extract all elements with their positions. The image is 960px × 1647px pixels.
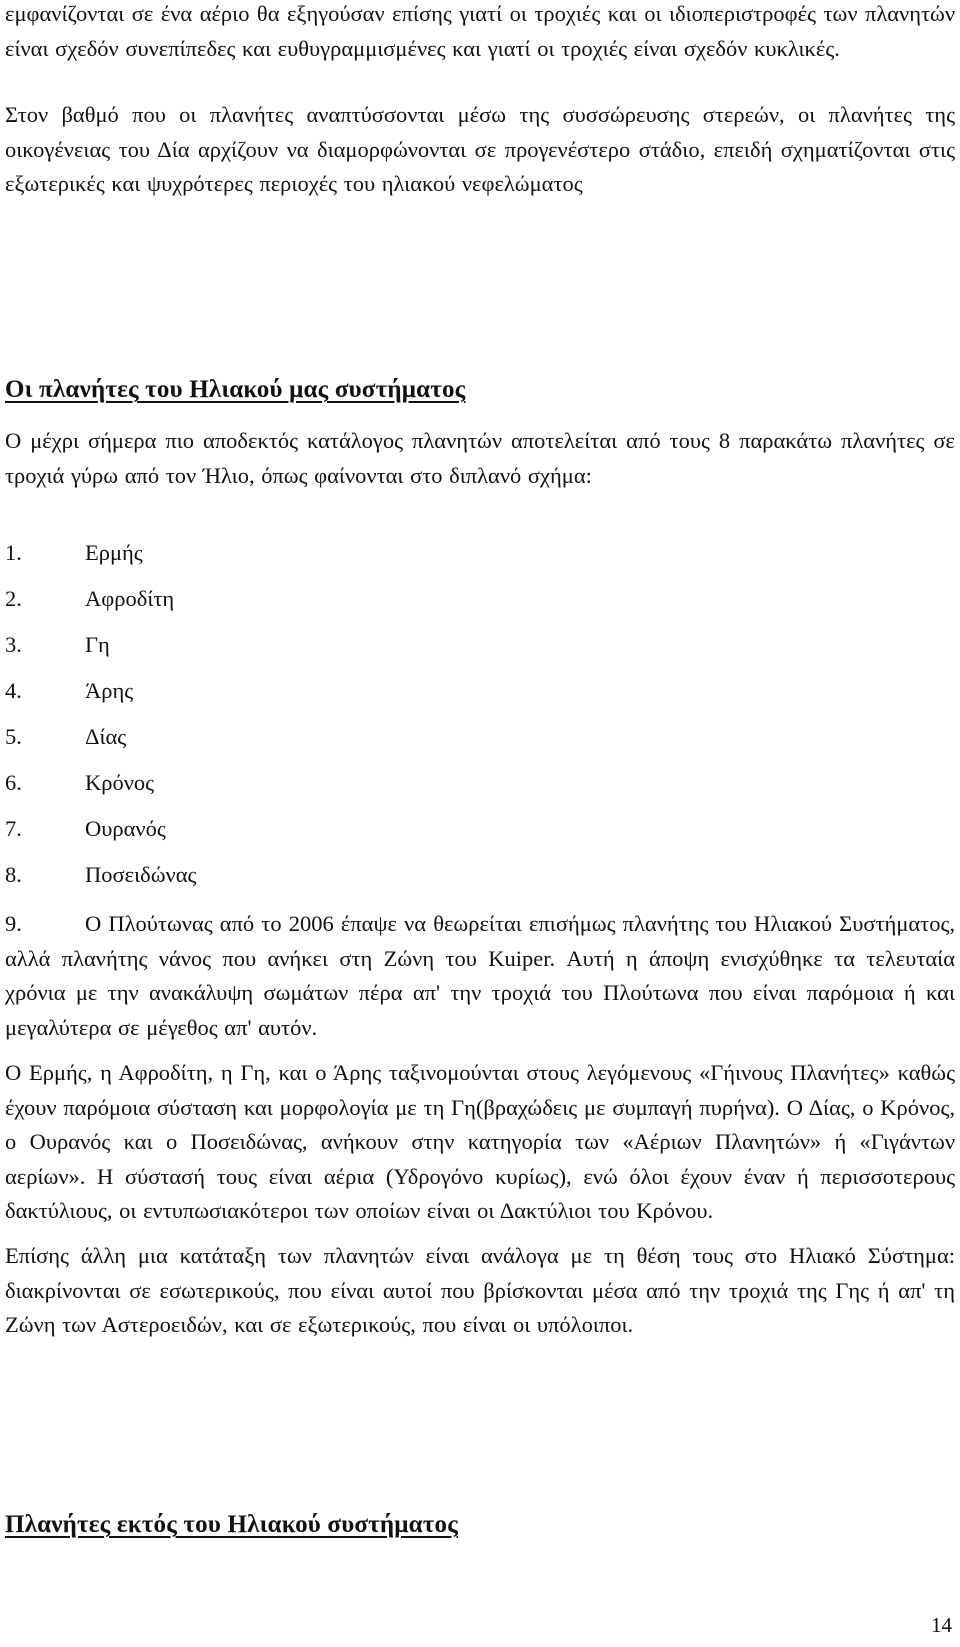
list-item-number: 7. xyxy=(5,816,22,841)
list-item-number: 5. xyxy=(5,724,22,749)
list-item xyxy=(5,766,955,812)
list-item xyxy=(5,674,955,720)
page-number: 14 xyxy=(931,1613,952,1637)
paragraph-inner-outer: Επίσης άλλη μια κατάταξη των πλανητών είναι ανάλογα με τη θέση τους στο Ηλιακό Σύστημα: διακρίνονται σε εσωτερικούς, που είναι αυτοί που βρίσκονται μέσα από την τροχιά της Γης ή απ' τη Ζώνη των Αστεροειδών, και σε εξωτερικούς, που είναι οι υπόλοιποι. xyxy=(5,1243,955,1337)
list-item-number: 2. xyxy=(5,586,22,611)
list-item xyxy=(5,720,955,766)
list-item xyxy=(5,628,955,674)
list-item xyxy=(5,582,955,628)
paragraph-intro: εμφανίζονται σε ένα αέριο θα εξηγούσαν επίσης γιατί οι τροχιές και οι ιδιοπεριστροφές των πλανητών είναι σχεδόν συνεπίπεδες και ευθυγραμμισμένες και γιατί οι τροχιές είναι σχεδόν κυκλικές. xyxy=(5,1,955,61)
list-item-number: 4. xyxy=(5,678,22,703)
paragraph-classification: Ο Ερμής, η Αφροδίτη, η Γη, και ο Άρης ταξινομούνται στους λεγόμενους «Γήινους Πλανήτες» καθώς έχουν παρόμοια σύσταση και μορφολογία με τη Γη(βραχώδεις με συμπαγή πυρήνα). Ο Δίας, ο Κρόνος, ο Ουρανός και ο Ποσειδώνας, ανήκουν στην κατηγορία των «Αέριων Πλανητών» ή «Γιγάντων αερίων». Η σύστασή τους είναι αέρια (Υδρογόνο κυρίως), ενώ όλοι έχουν έναν ή περισσοτερους δακτύλιους, οι εντυπωσιακότεροι των οποίων είναι οι Δακτύλιοι του Κρόνου. xyxy=(5,1060,955,1223)
list-item-number: 6. xyxy=(5,770,22,795)
list-item-name: Γη xyxy=(85,632,110,657)
pluto-item-number: 9. xyxy=(5,911,22,936)
list-item-name: Ουρανός xyxy=(85,816,166,841)
list-item-number: 1. xyxy=(5,540,22,565)
paragraph-catalog-intro: Ο μέχρι σήμερα πιο αποδεκτός κατάλογος πλανητών αποτελείται από τους 8 παρακάτω πλανήτες σε τροχιά γύρω από τον Ήλιο, όπως φαίνονται στο διπλανό σχήμα: xyxy=(5,428,955,488)
list-item-name: Ερμής xyxy=(85,540,143,565)
list-item xyxy=(5,536,955,582)
list-item xyxy=(5,858,955,904)
planet-list xyxy=(5,536,955,904)
list-item xyxy=(5,812,955,858)
pluto-text: Ο Πλούτωνας από το 2006 έπαψε να θεωρείται επισήμως πλανήτης του Ηλιακού Συστήματος, αλλά πλανήτης νάνος που ανήκει στη Ζώνη του Kuiper. Αυτή η άποψη ενισχύθηκε τα τελευταία χρόνια με την ανακάλυψη σωμάτων πέρα απ' την τροχιά του Πλούτωνα που είναι παρόμοια ή και μεγαλύτερα σε μέγεθος απ' αυτόν. xyxy=(5,911,955,1040)
paragraph-jupiter-family: Στον βαθμό που οι πλανήτες αναπτύσσονται μέσω της συσσώρευσης στερεών, οι πλανήτες της οικογένειας του Δία αρχίζουν να διαμορφώνονται σε προγενέστερο στάδιο, επειδή σχηματίζονται στις εξωτερικές και ψυχρότερες περιοχές του ηλιακού νεφελώματος xyxy=(5,102,955,196)
heading-extrasolar-planets: Πλανήτες εκτός του Ηλιακού συστήματος xyxy=(5,1511,458,1538)
paragraph-pluto xyxy=(5,907,955,1045)
list-item-name: Δίας xyxy=(85,724,127,749)
list-item-name: Αφροδίτη xyxy=(85,586,175,611)
list-item-number: 3. xyxy=(5,632,22,657)
list-item-name: Ποσειδώνας xyxy=(85,862,197,887)
list-item-name: Άρης xyxy=(85,678,134,703)
list-item-number: 8. xyxy=(5,862,22,887)
list-item-name: Κρόνος xyxy=(85,770,155,795)
heading-solar-system-planets: Οι πλανήτες του Ηλιακού μας συστήματος xyxy=(5,376,466,403)
